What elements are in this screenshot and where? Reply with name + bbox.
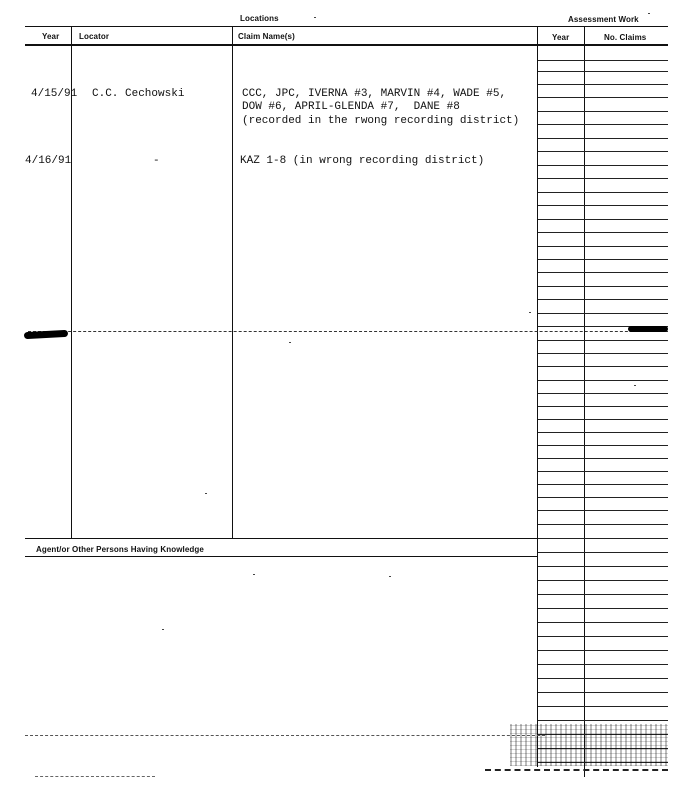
col-year-label: Year (42, 32, 60, 41)
entry-2-claims: KAZ 1-8 (in wrong recording district) (240, 155, 485, 167)
speck (253, 574, 255, 575)
scan-noise (510, 724, 668, 766)
locator-claims-divider (232, 27, 233, 538)
year-locator-divider (71, 27, 72, 538)
agent-label: Agent/or Other Persons Having Knowledge (36, 545, 204, 554)
ink-blot-right (628, 326, 668, 332)
agent-top-rule (25, 538, 538, 539)
speck (529, 312, 531, 313)
bottom-dashed-rule-right (485, 769, 668, 771)
col-no-claims-label: No. Claims (604, 33, 647, 42)
locations-header: Locations (240, 14, 279, 23)
bottom-dashed-rule-left (35, 776, 155, 777)
entry-1-claims-line-3: (recorded in the rwong recording district) (242, 115, 520, 127)
speck (314, 17, 316, 18)
speck (289, 342, 291, 343)
entry-1-claims-line-2: DOW #6, APRIL-GLENDA #7, DANE #8 (242, 101, 460, 113)
header-bottom-rule (25, 44, 668, 46)
lower-dashed-rule (25, 735, 545, 736)
speck (162, 629, 164, 630)
entry-2-year: 4/16/91 (25, 155, 72, 167)
speck (205, 493, 207, 494)
agent-bottom-rule (25, 556, 538, 557)
ink-blot-left (24, 330, 68, 339)
col-locator-label: Locator (79, 32, 110, 41)
entry-1-year: 4/15/91 (31, 88, 78, 100)
col-claim-names-label: Claim Name(s) (238, 32, 295, 41)
col-aw-year-label: Year (552, 33, 570, 42)
header-top-rule (25, 26, 668, 27)
speck (648, 13, 650, 14)
entry-1-locator: C.C. Cechowski (92, 88, 185, 100)
entry-1-claims-line-1: CCC, JPC, IVERNA #3, MARVIN #4, WADE #5, (242, 88, 507, 100)
assessment-work-header: Assessment Work (568, 15, 639, 24)
speck (634, 385, 636, 386)
fold-line (28, 331, 668, 332)
entry-2-locator: - (153, 155, 160, 167)
speck (389, 576, 391, 577)
